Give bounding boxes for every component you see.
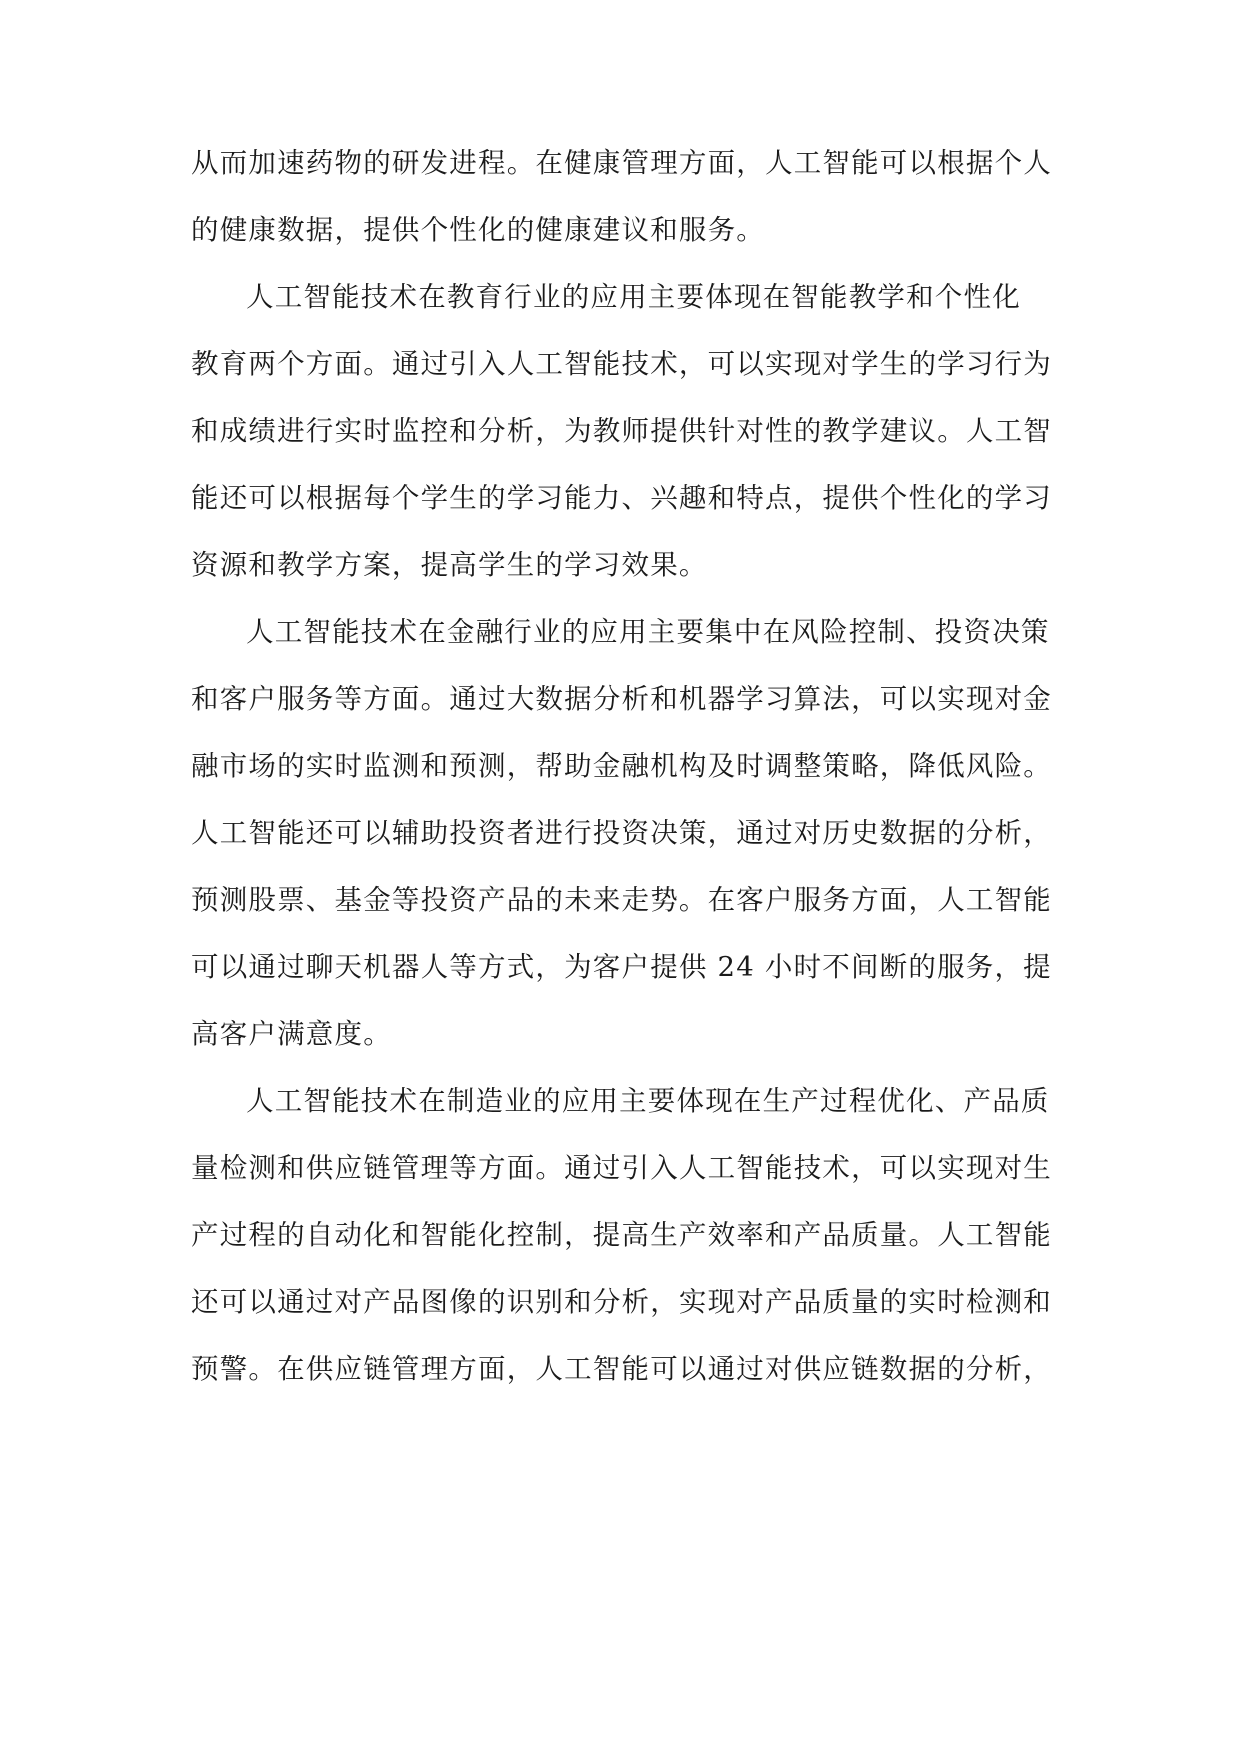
text-line: 可以通过聊天机器人等方式，为客户提供 24 小时不间断的服务，提 xyxy=(191,951,1052,983)
paragraph-first-line: 人工智能技术在制造业的应用主要体现在生产过程优化、产品质 xyxy=(246,1085,1050,1117)
text-line: 高客户满意度。 xyxy=(191,1018,392,1050)
text-line: 预警。在供应链管理方面，人工智能可以通过对供应链数据的分析， xyxy=(191,1353,1052,1385)
text-line: 教育两个方面。通过引入人工智能技术，可以实现对学生的学习行为 xyxy=(191,348,1052,380)
text-line: 和客户服务等方面。通过大数据分析和机器学习算法，可以实现对金 xyxy=(191,683,1052,715)
text-line: 产过程的自动化和智能化控制，提高生产效率和产品质量。人工智能 xyxy=(191,1219,1052,1251)
paragraph-first-line: 人工智能技术在教育行业的应用主要体现在智能教学和个性化 xyxy=(246,281,1021,313)
text-line: 能还可以根据每个学生的学习能力、兴趣和特点，提供个性化的学习 xyxy=(191,482,1052,514)
text-line: 和成绩进行实时监控和分析，为教师提供针对性的教学建议。人工智 xyxy=(191,415,1052,447)
text-line: 还可以通过对产品图像的识别和分析，实现对产品质量的实时检测和 xyxy=(191,1286,1052,1318)
paragraph-first-line: 人工智能技术在金融行业的应用主要集中在风险控制、投资决策 xyxy=(246,616,1050,648)
text-line: 人工智能还可以辅助投资者进行投资决策，通过对历史数据的分析， xyxy=(191,817,1052,849)
text-line: 预测股票、基金等投资产品的未来走势。在客户服务方面，人工智能 xyxy=(191,884,1052,916)
text-line: 从而加速药物的研发进程。在健康管理方面，人工智能可以根据个人 xyxy=(191,147,1052,179)
text-line: 量检测和供应链管理等方面。通过引入人工智能技术，可以实现对生 xyxy=(191,1152,1052,1184)
text-line: 融市场的实时监测和预测，帮助金融机构及时调整策略，降低风险。 xyxy=(191,750,1052,782)
text-line: 资源和教学方案，提高学生的学习效果。 xyxy=(191,549,708,581)
text-line: 的健康数据，提供个性化的健康建议和服务。 xyxy=(191,214,765,246)
